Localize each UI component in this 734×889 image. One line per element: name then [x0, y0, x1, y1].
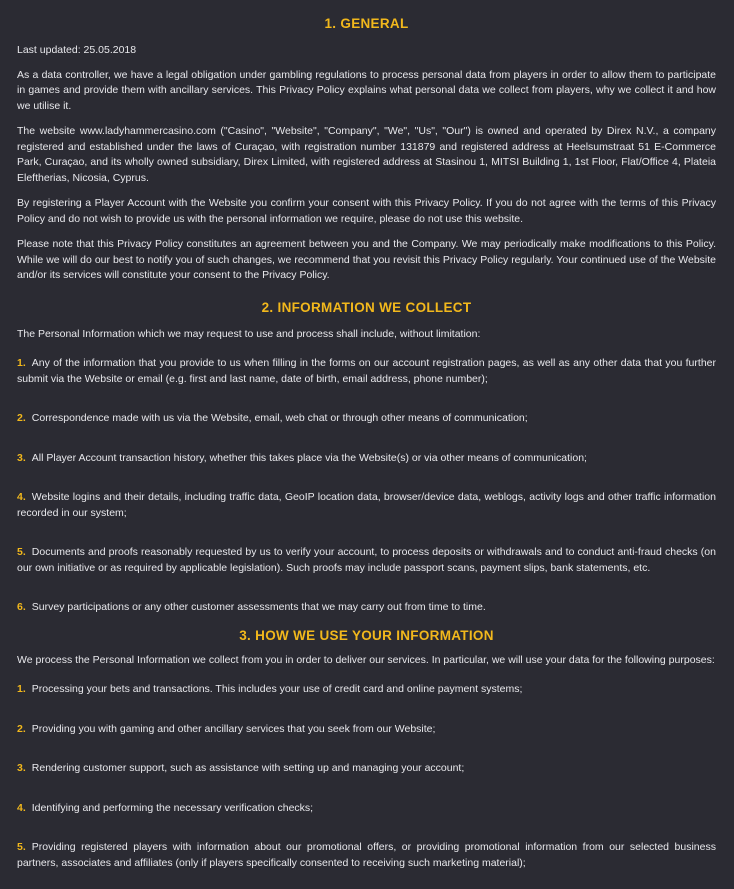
- section-intro: The Personal Information which we may request to use and process shall include, without limitation:: [17, 327, 481, 340]
- item-number: 6.: [17, 601, 26, 613]
- item-number: 2.: [17, 722, 26, 735]
- item-number: 4.: [17, 491, 26, 503]
- item-number: 3.: [17, 762, 26, 774]
- paragraph: The website www.ladyhammercasino.com ("Casino", "Website", "Company", "We", "Us", "Our") is owned and operated by Direx N.V., a company registered and established under the laws of Curaçao, with registration number 131879 and registered address at Heelsumstraat 51 E-Commerce Park, Curaçao, and its wholly owned subsidiary, Direx Limited, with registered address at Stasinou 1, MITSI Building 1, 1st Floor, Flat/Office 4, Plateia Eleftherias, Nicosia, Cyprus.: [17, 125, 716, 184]
- paragraph: By registering a Player Account with the Website you confirm your consent with this Privacy Policy. If you do not agree with the terms of this Privacy Policy and do not wish to provide us with the personal information we require, please do not use this website.: [17, 197, 716, 225]
- item-text: All Player Account transaction history, whether this takes place via the Website(s) or via other means of communication;: [31, 451, 587, 464]
- list-item: [17, 490, 716, 521]
- last-updated: Last updated: 25.05.2018: [17, 44, 137, 56]
- list-item: [17, 722, 716, 738]
- item-text: Website logins and their details, including traffic data, GeoIP location data, browser/device data, weblogs, activity logs and other traffic information recorded in our system;: [17, 491, 716, 519]
- item-text: Any of the information that you provide to us when filling in the forms on our account registration pages, as well as any other data that you further submit via the Website or email (e.g. first and last name, date of birth, email address, phone number);: [17, 357, 716, 385]
- item-number: 3.: [17, 451, 26, 464]
- list-item: [17, 600, 716, 616]
- list-item: [17, 801, 716, 817]
- list-item: [17, 356, 716, 387]
- paragraph: Please note that this Privacy Policy constitutes an agreement between you and the Company. We may periodically make modifications to this Policy. While we will do our best to notify you of such changes, we recommend that you revisit this Privacy Policy regularly. Your continued use of the Website and/or its services will constitute your consent to the Privacy Policy.: [17, 238, 716, 281]
- item-number: 1.: [17, 357, 26, 369]
- paragraph: As a data controller, we have a legal obligation under gambling regulations to process personal data from players in order to allow them to participate in games and provide them with ancillary services. This Privacy Policy explains what personal data we collect from players, why we collect it and how we utilise it.: [17, 68, 716, 112]
- item-text: Survey participations or any other customer assessments that we may carry out from time to time.: [31, 601, 486, 613]
- item-number: 5.: [17, 546, 26, 558]
- item-text: Identifying and performing the necessary verification checks;: [31, 801, 314, 814]
- section-how-we-use-your-information: [17, 628, 716, 872]
- item-text: Rendering customer support, such as assistance with setting up and managing your account;: [31, 762, 465, 774]
- section-title-general: 1. GENERAL: [324, 16, 409, 31]
- item-text: Providing you with gaming and other ancillary services that you seek from our Website;: [31, 722, 436, 735]
- section-information-we-collect: [17, 300, 716, 616]
- list-item: [17, 451, 716, 467]
- list-item: [17, 682, 716, 698]
- item-number: 5.: [17, 841, 26, 853]
- list-item: [17, 761, 716, 777]
- section-general: [17, 16, 716, 284]
- list-item: [17, 840, 716, 871]
- section-intro: We process the Personal Information we collect from you in order to deliver our services. In particular, we will use your data for the following purposes:: [17, 653, 715, 666]
- section-title-collect: 2. INFORMATION WE COLLECT: [261, 299, 472, 315]
- item-number: 1.: [17, 683, 26, 695]
- item-number: 4.: [17, 801, 26, 814]
- item-number: 2.: [17, 412, 26, 424]
- item-text: Correspondence made with us via the Website, email, web chat or through other means of communication;: [31, 412, 528, 424]
- item-text: Documents and proofs reasonably requested by us to verify your account, to process deposits or withdrawals and to conduct anti-fraud checks (on our own initiative or as required by applicable legislation). Such proofs may include passport scans, payment slips, bank statements, etc.: [17, 546, 716, 574]
- list-item: [17, 545, 716, 576]
- list-item: [17, 411, 716, 427]
- item-text: Providing registered players with information about our promotional offers, or providing promotional information from our selected business partners, associates and affiliates (only if players specifically consented to receiving such marketing material);: [17, 841, 716, 869]
- section-title-use: 3. HOW WE USE YOUR INFORMATION: [239, 627, 494, 643]
- item-text: Processing your bets and transactions. This includes your use of credit card and online payment systems;: [31, 683, 523, 695]
